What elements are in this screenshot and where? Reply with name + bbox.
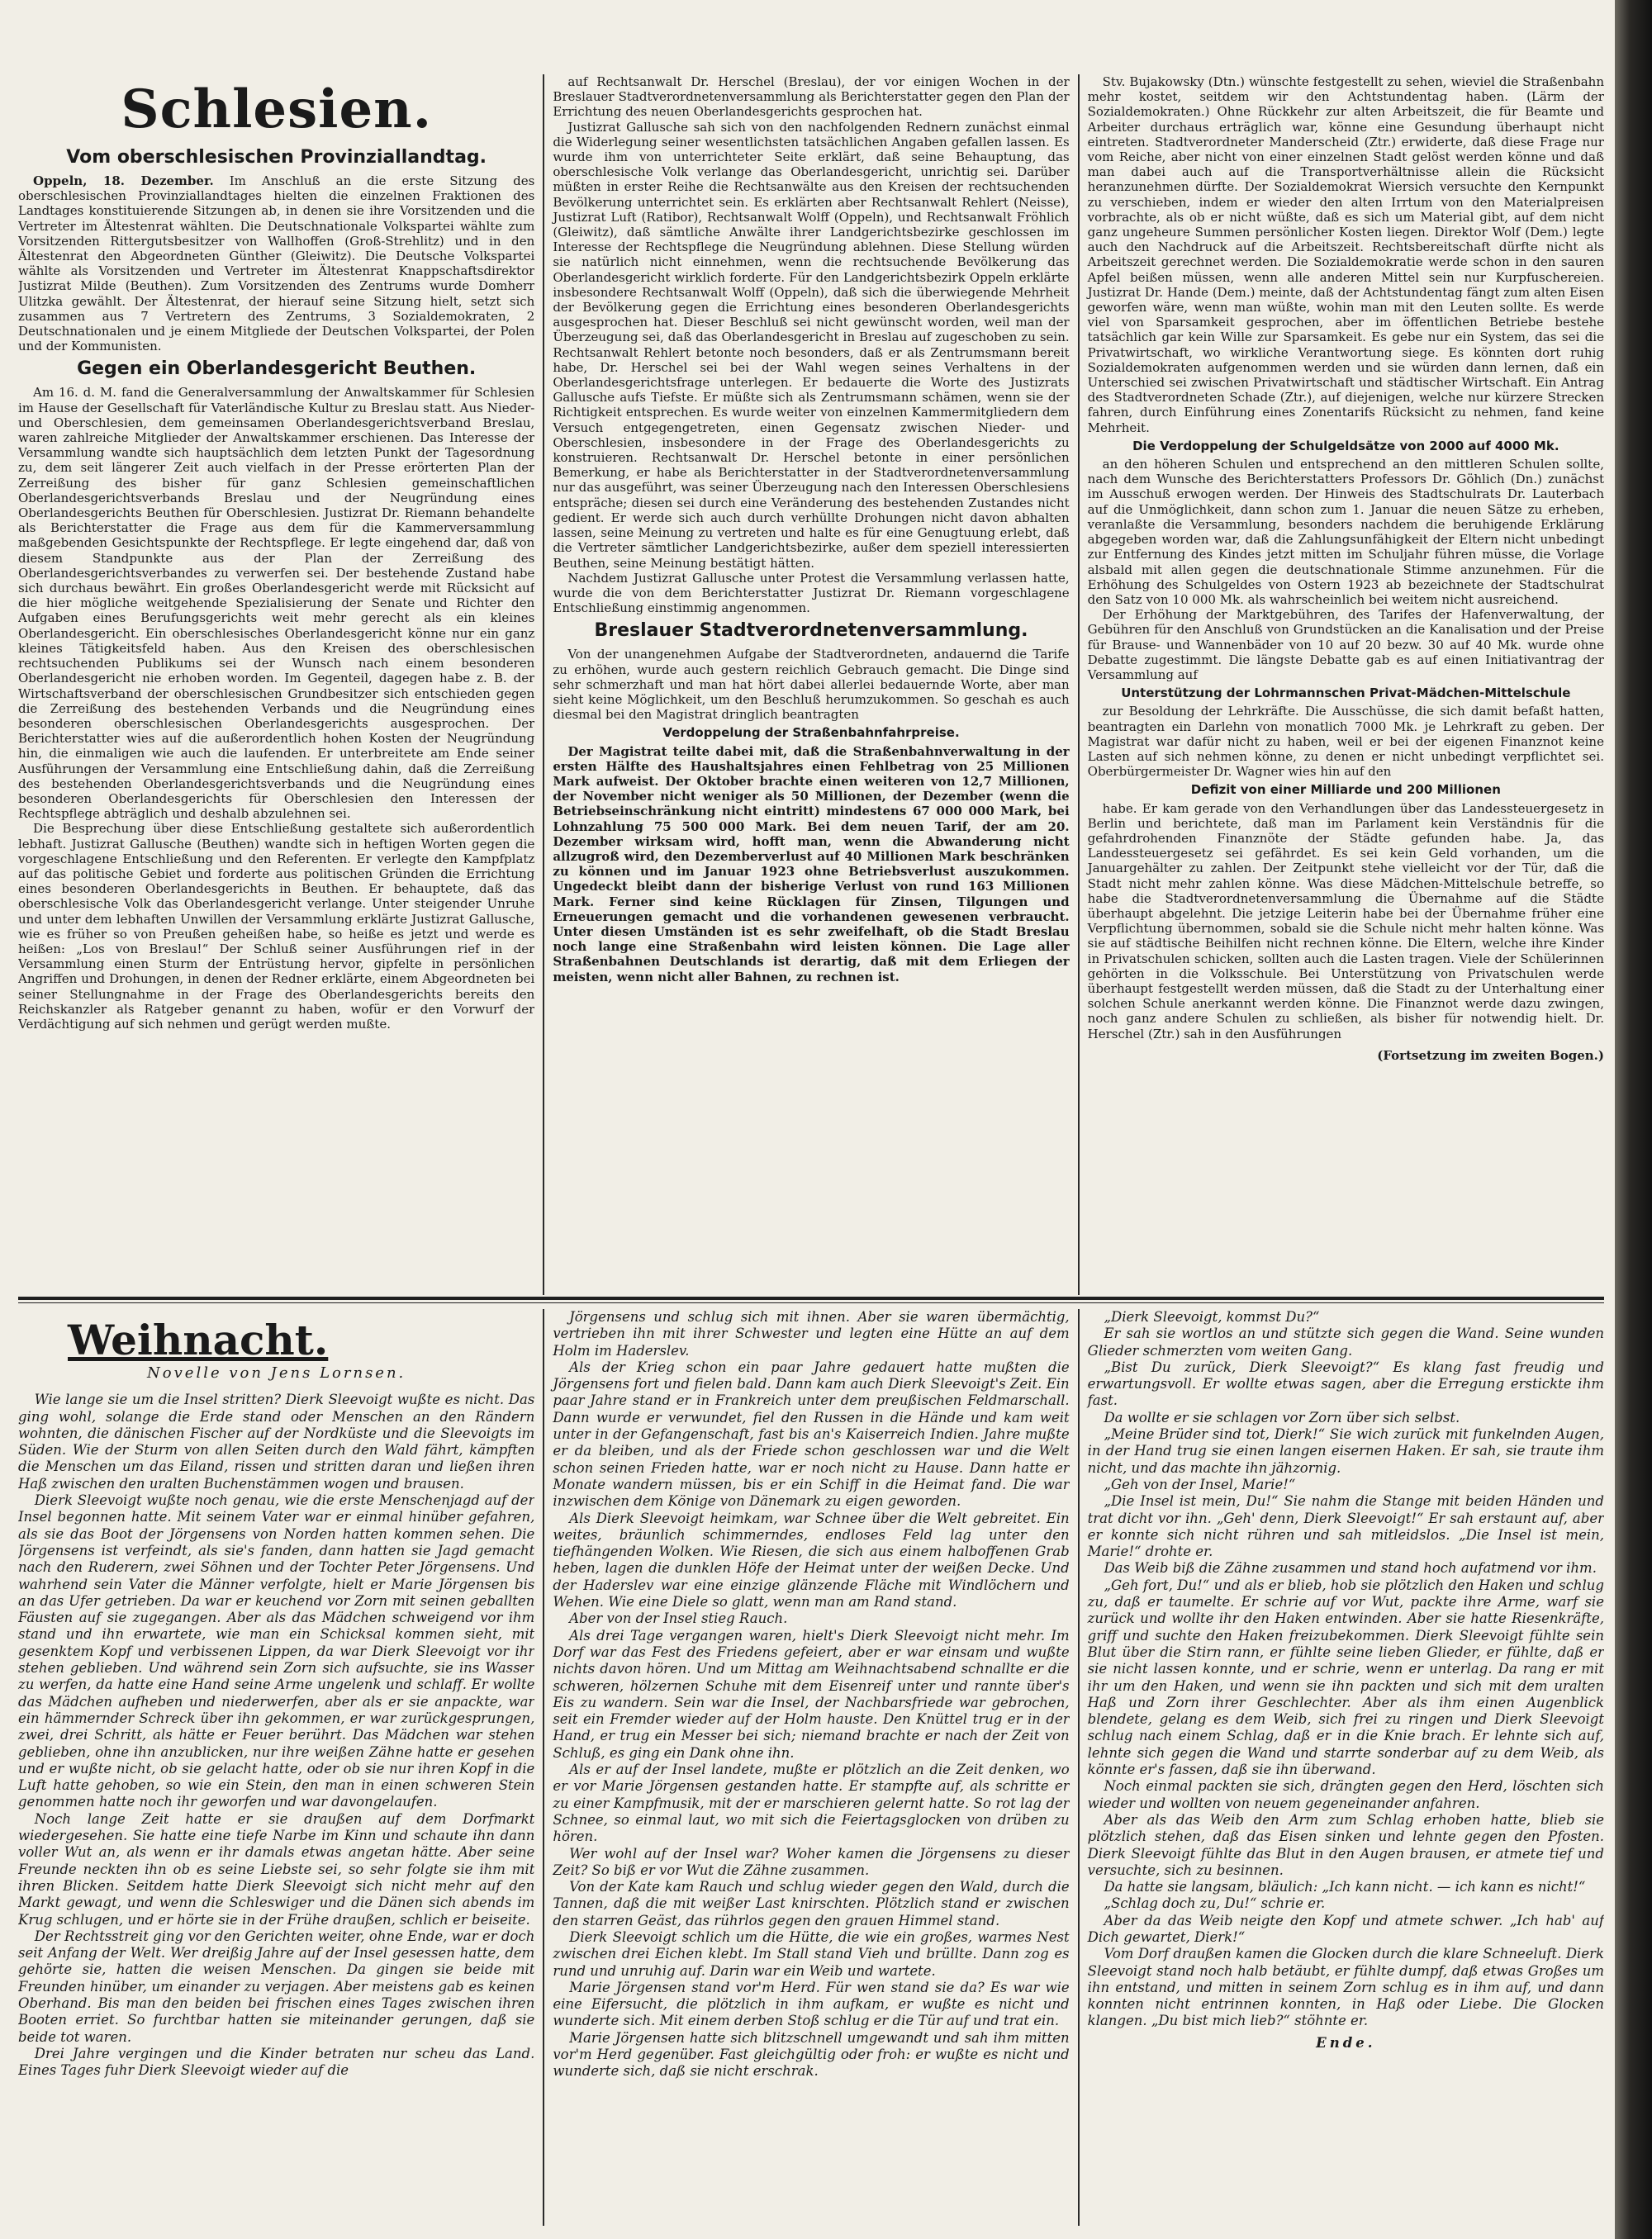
feuilleton-byline: Novelle von Jens Lornsen.: [147, 1364, 406, 1382]
story-paragraph: Jörgensens und schlug sich mit ihnen. Aber sie waren übermächtig, vertrieben ihn mit ihrer Schwester und legten eine Hütte an auf dem Holm im Haderslev.: [553, 1309, 1070, 1359]
story-paragraph: „Dierk Sleevoigt, kommst Du?“: [1104, 1309, 1320, 1325]
article-paragraph: Am 16. d. M. fand die Generalversammlung der Anwaltskammer für Schlesien im Hause der Gesellschaft für Vaterländische Kultur zu Breslau statt. Aus Nieder- und Oberschlesien, dem gemeinsamen Oberlandesgerichtsverband Breslau, waren zahlreiche Mitglieder der Anwaltskammer erschienen. Das Interesse der Versammlung wandte sich hauptsächlich dem letzten Punkt der Tagesordnung zu, dem seit längerer Zeit auch vielfach in der Presse erörterten Plan der Zerreißung des bisher für ganz Schlesien gemeinschaftlichen Oberlandesgerichtsverbands Breslau und der Neugründung eines Oberlandesgerichts Beuthen für Oberschlesien. Justizrat Dr. Riemann behandelte als Berichterstatter die Frage aus dem für die Kammerversammlung maßgebenden Gesichtspunkte der Rechtspflege. Er legte eingehend dar, daß von diesem Standpunkte aus der Plan der Zerreißung des Oberlandesgerichtsverbandes zu verwerfen sei. Der bestehende Zustand habe sich durchaus bewährt. Ein großes Oberlandesgericht werde mit Rücksicht auf die hier mögliche weitgehende Spezialisierung der Senate und Richter den Aufgaben eines Berufungsgerichts weit mehr gerecht als ein kleines Oberlandesgericht. Ein oberschlesisches Oberlandesgericht könne nur ein ganz kleines Tätigkeitsfeld haben. Aus den Kreisen des oberschlesischen rechtsuchenden Publikums sei der Wunsch nach einem besonderen Oberlandesgericht nie erhoben worden. Im Gegenteil, dagegen habe z. B. der Wirtschaftsverband der oberschlesischen Grundbesitzer sich entschieden gegen die Zerreißung des bestehenden Verbands und die Neugründung eines besonderen oberschlesischen Oberlandesgerichts ausgesprochen. Der Berichterstatter wies auf die außerordentlich hohen Kosten der Neugründung hin, die einmaligen wie auch die laufenden. Er unterbreitete am Ende seiner Ausführungen der Versammlung eine Entschließung dahin, daß die Zerreißung des bestehenden Oberlandesgerichtsverbands und die Neugründung eines besonderen Oberlandesgerichts für Oberschlesien den Interessen der Rechtspflege abträglich und deshalb abzulehnen sei.: [18, 385, 535, 822]
column-2: [543, 74, 1069, 1295]
feuilleton-divider-thin: [18, 1302, 1604, 1303]
article-paragraph: Stv. Bujakowsky (Dtn.) wünschte festgestellt zu sehen, wieviel die Straßenbahn mehr kostet, seitdem wir den Achtstundentag haben. (Lärm der Sozialdemokraten.) Ohne Rückkehr zur alten Arbeitszeit, die für Beamte und Arbeiter durchaus erträglich war, könne eine Gesundung überhaupt nicht eintreten. Stadtverordneter Manderscheid (Ztr.) erwiderte, daß diese Frage nur vom Reiche, aber nicht von einer einzelnen Stadt gelöst werden könne und daß man dabei auch auf die Transportverhältnisse allein die Rücksicht heranzunehmen dürfte. Der Sozialdemokrat Wiersich versuchte den Kernpunkt zu verschieben, indem er wieder den alten Irrtum von den Materialpreisen vorbrachte, als ob er nicht wüßte, daß es sich um Material gibt, auf dem nicht ganz ungeheure Summen persönlicher Kosten liegen. Direktor Wolf (Dem.) legte auch den Nachdruck auf die Arbeitszeit. Rechtsbereitschaft dürfte nicht als Arbeitszeit gerechnet werden. Die Sozialdemokratie werde schon in den sauren Apfel beißen müssen, wenn alle anderen Mittel sein nur Kurpfuschereien. Justizrat Dr. Hande (Dem.) meinte, daß der Achtstundentag fängt zum alten Eisen geworfen wäre, wenn man wüßte, wohin man mit den Leuten sollte. Es werde viel von Sparsamkeit gesprochen, aber im öffentlichen Betriebe bestehe tatsächlich gar kein Wille zur Sparsamkeit. Es gebe nur ein System, das sei die Privatwirtschaft, wo wirkliche Verantwortung siege. Es könnten dort ruhig Sozialdemokraten aufgenommen werden und sie würden dann lernen, daß ein Unterschied sei zwischen Privatwirtschaft und städtischer Wirtschaft. Ein Antrag des Stadtverordneten Schade (Ztr.), auf diejenigen, welche nur kürzere Strecken fahren, durch Einführung eines Zonentarifs Rücksicht zu nehmen, fand keine Mehrheit.: [1087, 74, 1604, 435]
story-paragraph: Dierk Sleevoigt wußte noch genau, wie die erste Menschenjagd auf der Insel begonnen hatte. Mit seinem Vater war er einmal hinüber gefahren, als sie das Boot der Jörgensens von Norden hatten kommen sehen. Die Jörgensens ist verfeindt, als sie's fanden, dann hatten sie Jagd gemacht nach den Ruderern, zwei Söhnen und der Tochter Peter Jörgensens. Und wahrhend sein Vater die Männer verfolgte, hielt er Marie Jörgensen bis an das Ufer getrieben. Da war er keuchend vor Zorn mit seinen geballten Fäusten auf sie zugegangen. Aber als das Mädchen schweigend vor ihm stand und ihn erwartete, wie man ein Schicksal kommen sieht, mit gesenktem Kopf und verbissenen Lippen, da war Dierk Sleevoigt vor ihr stehen geblieben. Und während sein Zorn sich aufsuchte, sie ins Wasser zu werfen, da hatte eine Hand seine Arme ungelenk und schlaff. Er wollte das Mädchen aufheben und niederwerfen, aber als er sie anpackte, war ein hämmernder Schreck über ihn gekommen, er war zurückgesprungen, zwei, drei Schritt, als hätte er Feuer berührt. Das Mädchen war stehen geblieben, ohne ihn anzublicken, nur ihre weißen Zähne hatte er gesehen und er wußte nicht, ob sie gelacht hatte, oder ob sie nur ihren Kopf in die Luft hatte gehoben, so wie ein Stein, den man in einen schweren Stein genommen hatte noch ihr geworfen und war davongelaufen.: [18, 1492, 535, 1810]
article-paragraph: Justizrat Gallusche sah sich von den nachfolgenden Rednern zunächst einmal die Widerlegung seiner wesentlichsten tatsächlichen Angaben gefallen lassen. Es wurde ihm von unterrichteter Seite erklärt, daß seine Behauptung, das oberschlesische Volk verlange das Oberlandesgericht, unrichtig sei. Darüber müßten in erster Reihe die Rechtsanwälte aus den Kreisen der rechtsuchenden Bevölkerung unterrichtet sein. Es erklärten aber Rechtsanwalt Rehlert (Neisse), Justizrat Luft (Ratibor), Rechtsanwalt Wolff (Oppeln), und Rechtsanwalt Fröhlich (Gleiwitz), daß sämtliche Anwälte ihrer Landgerichtsbezirke geschlossen im Interesse der Rechtspflege die Neugründung ablehnen. Diese Stellung würden sie natürlich nicht einnehmen, wenn die rechtsuchende Bevölkerung das Oberlandesgericht wirklich forderte. Für den Landgerichtsbezirk Oppeln erklärte insbesondere Rechtsanwalt Wolff (Oppeln), daß sich die überwiegende Mehrheit der Bevölkerung gegen die Errichtung eines besonderen Oberlandesgerichts ausgesprochen hat. Dieser Beschluß sei nicht gewünscht worden, weil man der Überzeugung sei, daß das Oberlandesgericht in Breslau auf zugeschoben zu sein. Rechtsanwalt Rehlert betonte noch besonders, daß er als Zentrumsmann bereit habe, Dr. Herschel sei bei der Wahl wegen seines Verhaltens in der Oberlandesgerichtsfrage unterlegen. Er bedauerte die Worte des Justizrats Gallusche aufs Tiefste. Er müßte sich als Zentrumsmann schämen, wenn sie der Richtigkeit entsprechen. Es wurde weiter von einzelnen Kammermitgliedern dem Versuch entgegengetreten, einen Gegensatz zwischen Nieder- und Oberschlesien, insbesondere in der Frage des Oberlandesgerichts zu konstruieren. Rechtsanwalt Dr. Herschel betonte in einer persönlichen Bemerkung, er habe als Berichterstatter in der Stadtverordnetenversammlung nur das ausgeführt, was seiner Überzeugung nach den Interessen Oberschlesiens entspräche; diesen sei durch eine Veränderung des bestehenden Zustandes nicht gedient. Er werde sich auch durch verhüllte Drohungen nicht davon abhalten lassen, seine Meinung zu vertreten und halte es für eine Genugtuung erlebt, daß die Vertreter sämtlicher Landgerichtsbezirke, außer dem speziell interessierten Beuthen, seine Meinung bestätigt hätten.: [553, 119, 1070, 571]
dateline: Oppeln, 18. Dezember.: [33, 173, 214, 188]
story-paragraph: Wer wohl auf der Insel war? Woher kamen die Jörgensens zu dieser Zeit? So biß er vor Wut die Zähne zusammen.: [553, 1845, 1070, 1878]
story-paragraph: Noch einmal packten sie sich, drängten gegen den Herd, löschten sich wieder und wollten von neuem gegeneinander anfahren.: [1087, 1778, 1604, 1811]
headline-provinziallandtag: Vom oberschlesischen Provinziallandtag.: [66, 147, 487, 168]
feuilleton-column-2: [543, 1309, 1069, 2226]
article-paragraph: Nachdem Justizrat Gallusche unter Protest die Versammlung verlassen hatte, wurde die von dem Berichterstatter Justizrat Dr. Riemann vorgeschlagene Entschließung einstimmig angenommen.: [553, 570, 1070, 616]
story-paragraph: Aber als das Weib den Arm zum Schlag erhoben hatte, blieb sie plötzlich stehen, daß das Eisen sinken und lehnte gegen den Pfosten. Dierk Sleevoigt fühlte das Blut in den Augen brausen, er atmete tief und versuchte, sich zu besinnen.: [1087, 1811, 1604, 1878]
feuilleton-divider: [18, 1297, 1604, 1300]
story-paragraph: „Geh von der Insel, Marie!“: [1104, 1476, 1296, 1492]
subhead-schulgeld: Die Verdoppelung der Schulgeldsätze von 2000 auf 4000 Mk.: [1132, 438, 1559, 453]
section-title: Schlesien.: [121, 78, 432, 140]
story-paragraph: Aber da das Weib neigte den Kopf und atmete schwer. „Ich hab' auf Dich gewartet, Dierk!“: [1087, 1912, 1604, 1945]
article-paragraph: zur Besoldung der Lehrkräfte. Die Ausschüsse, die sich damit befaßt hatten, beantragten ein Darlehn von monatlich 7000 Mk. je Lehrkraft zu geben. Der Magistrat war dafür nicht zu haben, weil er bei der eigenen Finanznot keine Lasten auf sich nehmen könne, zu denen er nicht unbedingt verpflichtet sei. Oberbürgermeister Dr. Wagner wies hin auf den: [1087, 704, 1604, 780]
feuilleton-column-1: [18, 1309, 534, 2226]
story-paragraph: Von der Kate kam Rauch und schlug wieder gegen den Wald, durch die Tannen, daß die mit weißer Last knirschten. Plötzlich stand er zwischen den starren Geäst, das rührlos gegen den grauen Himmel stand.: [553, 1879, 1070, 1928]
story-paragraph: Als drei Tage vergangen waren, hielt's Dierk Sleevoigt nicht mehr. Im Dorf war das Fest des Friedens gefeiert, aber er war einsam und wußte nichts davon hören. Und um Mittag am Weihnachtsabend schnallte er die schweren, hölzernen Schuhe mit dem Eisenreif unter und rannte über's Eis zu wandern. Sein war die Insel, der Nachbarsfriede war gebrochen, seit ein Fremder wieder auf der Holm hauste. Den Knüttel trug er in der Hand, er trug ein Messer bei sich; niemand brachte er nach der Zeit von Schluß, es ging ein Dank ohne ihn.: [553, 1627, 1070, 1761]
story-paragraph: Als der Krieg schon ein paar Jahre gedauert hatte mußten die Jörgensens fort und fielen bald. Dann kam auch Dierk Sleevoigt's Zeit. Ein paar Jahre stand er in Frankreich unter dem preußischen Feldmarschall. Dann wurde er verwundet, fiel den Russen in die Hände und kam weit unter in der Gefangenschaft, fast bis an's Kaiserreich Indien. Jahre mußte er da bleiben, und als der Friede schon geschlossen war und die Welt schon seinen Frieden hatte, war er noch nicht zu Hause. Dann hatte er Monate wandern müssen, bis er ein Schiff in die Heimat fand. Die war inzwischen dem Könige von Dänemark zu eigen geworden.: [553, 1359, 1070, 1510]
story-paragraph: „Die Insel ist mein, Du!“ Sie nahm die Stange mit beiden Händen und trat dicht vor ihn. „Geh' denn, Dierk Sleevoigt!“ Er sah erstaunt auf, aber er konnte sich nicht rühren und sah mitleidslos. „Die Insel ist mein, Marie!“ drohte er.: [1087, 1493, 1604, 1560]
continuation-note: (Fortsetzung im zweiten Bogen.): [1377, 1047, 1604, 1063]
story-paragraph: „Bist Du zurück, Dierk Sleevoigt?“ Es klang fast freudig und erwartungsvoll. Er wollte etwas sagen, aber die Erregung erstickte ihm fast.: [1087, 1359, 1604, 1409]
subhead-maedchenschule: Unterstützung der Lohrmannschen Privat-Mädchen-Mittelschule: [1121, 685, 1571, 701]
story-paragraph: Das Weib biß die Zähne zusammen und stand hoch aufatmend vor ihm.: [1104, 1560, 1597, 1577]
story-paragraph: Als er auf der Insel landete, mußte er plötzlich an die Zeit denken, wo er vor Marie Jörgensen gestanden hatte. Er stampfte auf, als schritte er zu einer Kampfmusik, mit der er marschieren gelernt hatte. So rot lag der Schnee, so einmal laut, wo mit sich die Feiertagsglocken von drüben zu hören.: [553, 1762, 1070, 1845]
feuilleton-title: Weihnacht.: [68, 1316, 329, 1364]
story-paragraph: „Schlag doch zu, Du!“ schrie er.: [1104, 1895, 1326, 1912]
article-provinziallandtag: Oppeln, 18. Dezember. Im Anschluß an die erste Sitzung des oberschlesischen Provinziallandtages hielten die einzelnen Fraktionen des Landtages konstituierende Sitzungen ab, in denen sie ihre Vorsitzenden und die Vertreter im Ältestenrat wählten. Die Deutschnationale Volkspartei wählte zum Vorsitzenden Rittergutsbesitzer von Wallhoffen (Groß-Strehlitz) und in den Ältestenrat den Abgeordneten Günther (Gleiwitz). Die Deutsche Volkspartei wählte als Vorsitzenden und Vertreter im Ältestenrat Knappschaftsdirektor Justizrat Milde (Beuthen). Zum Vorsitzenden des Zentrums wurde Domherr Ulitzka gewählt. Der Ältestenrat, der hierauf seine Sitzung hielt, setzt sich zusammen aus 7 Vertretern des Zentrums, 3 Sozialdemokraten, 2 Deutschnationalen und je einem Mitgliede der Deutschen Volkspartei, der Polen und der Kommunisten.: [18, 173, 535, 354]
book-binding-edge: [1615, 0, 1652, 2239]
feuilleton-column-3: [1078, 1309, 1604, 2226]
story-paragraph: Als Dierk Sleevoigt heimkam, war Schnee über die Welt gebreitet. Ein weites, bräunlich schimmerndes, endloses Feld lag unter den tiefhängenden Wolken. Wie Riesen, die sich aus einem halboffenen Grab heben, lagen die dunklen Höfe der Heimat unter der weißen Decke. Und der Haderslev war eine einzige glänzende Fläche mit Windlöchern und Wehen. Wie eine Diele so glatt, wenn man am Rand stand.: [553, 1510, 1070, 1610]
story-paragraph: Da wollte er sie schlagen vor Zorn über sich selbst.: [1104, 1409, 1460, 1425]
subhead-defizit: Defizit von einer Milliarde und 200 Millionen: [1190, 782, 1501, 798]
story-paragraph: Vom Dorf draußen kamen die Glocken durch die klare Schneeluft. Dierk Sleevoigt stand noch halb betäubt, er fühlte dumpf, daß etwas Großes um ihn entstand, und mitten in seinem Zorn schlug es in ihm auf, und dann konnten nicht entrinnen konnten, in Haß oder Liebe. Die Glocken klangen. „Du bist mich lieb?“ stöhnte er.: [1087, 1946, 1604, 2029]
article-paragraph: Der Magistrat teilte dabei mit, daß die Straßenbahnverwaltung in der ersten Hälfte des Haushaltsjahres einen Fehlbetrag von 25 Millionen Mark aufweist. Der Oktober brachte einen weiteren von 12,7 Millionen, der November nicht weniger als 50 Millionen, der Dezember (wenn die Betriebseinschränkung nicht eintritt) mindestens 67 000 000 Mark, bei Lohnzahlung 75 500 000 Mark. Bei dem neuen Tarif, der am 20. Dezember wirksam wird, hofft man, wenn die Abwanderung nicht allzugroß wird, den Dezemberverlust auf 40 Millionen Mark beschränken zu können und im Januar 1923 ohne Betriebsverlust auszukommen. Ungedeckt bleibt dann der bisherige Verlust von rund 163 Millionen Mark. Ferner sind keine Rücklagen für Zinsen, Tilgungen und Erneuerungen gemacht und die vorhandenen gewesenen verbraucht. Unter diesen Umständen ist es sehr zweifelhaft, ob die Stadt Breslau noch lange eine Straßenbahn wird leisten können. Die Lage aller Straßenbahnen Deutschlands ist derartig, daß mit dem Erliegen der meisten, wenn nicht aller Bahnen, zu rechnen ist.: [553, 743, 1070, 984]
story-paragraph: Aber von der Insel stieg Rauch.: [569, 1610, 788, 1627]
article-paragraph: Die Besprechung über diese Entschließung gestaltete sich außerordentlich lebhaft. Justizrat Gallusche (Beuthen) wandte sich in heftigen Worten gegen die vorgeschlagene Entschließung und den Referenten. Er verlegte den Kampfplatz auf das politische Gebiet und forderte aus politischen Gründen die Errichtung eines besonderen Oberlandesgerichts in Beuthen. Er behauptete, daß das oberschlesische Volk das Oberlandesgericht verlange. Unter steigender Unruhe und unter dem lebhaften Unwillen der Versammlung erklärte Justizrat Gallusche, wie es früher so von Preußen geheißen habe, so heiße es jetzt und werde es heißen: „Los von Breslau!“ Der Schluß seiner Ausführungen rief in der Versammlung einen Sturm der Entrüstung hervor, gipfelte in persönlichen Angriffen und Drohungen, in denen der Redner erklärte, einem Abgeordneten bei seiner Stellungnahme in der Frage des Oberlandesgerichts bereits den Reichskanzler als Ratgeber genannt zu haben, wofür er den Vorwurf der Verdächtigung auf sich nehmen und gerügt werden mußte.: [18, 821, 535, 1032]
subhead-strassenbahn: Verdoppelung der Straßenbahnfahrpreise.: [662, 725, 960, 741]
story-paragraph: Drei Jahre vergingen und die Kinder betraten nur scheu das Land. Eines Tages fuhr Dierk Sleevoigt wieder auf die: [18, 2045, 535, 2079]
article-paragraph: habe. Er kam gerade von den Verhandlungen über das Landessteuergesetz in Berlin und berichtete, daß man im Parlament kein Verständnis für die gefahrdrohenden Finanznöte der Städte gefunden habe. Ja, das Landessteuergesetz sei gefährdet. Es sei kein Geld vorhanden, um die Januargehälter zu zahlen. Der Zeitpunkt stehe vielleicht vor der Tür, daß die Stadt nicht mehr zahlen könne. Was diese Mädchen-Mittelschule betreffe, so habe die Stadtverordnetenversammlung die Übernahme auf die Städte überhaupt abgelehnt. Die jetzige Leiterin habe bei der Übernahme früher eine Verpflichtung übernommen, sobald sie die Schule nicht mehr halten könne. Was sie auf städtische Beihilfen nicht rechnen könne. Die Eltern, welche ihre Kinder in Privatschulen schicken, sollten auch die Lasten tragen. Viele der Schülerinnen gehörten in die Volksschule. Bei Unterstützung von Privatschulen werde überhaupt festgestellt werden müssen, daß die Stadt zu der Unterhaltung einer solchen Schule anerkannt werden könne. Die Finanznot werde dazu zwingen, noch ganz andere Schulen zu schließen, als bisher für notwendig hielt. Dr. Herschel (Ztr.) sah in den Ausführungen: [1087, 800, 1604, 1041]
story-paragraph: Marie Jörgensen stand vor'm Herd. Für wen stand sie da? Es war wie eine Eifersucht, die plötzlich in ihm aufkam, er wußte es nicht und wunderte sich. Mit einem derben Stoß schlug er die Tür auf und trat ein.: [553, 1979, 1070, 2029]
story-paragraph: „Geh fort, Du!“ und als er blieb, hob sie plötzlich den Haken und schlug zu, daß er taumelte. Er schrie auf vor Wut, packte ihre Arme, warf sie zurück und wollte ihr den Haken entwinden. Aber sie hatte Riesenkräfte, griff und suchte den Haken freizubekommen. Dierk Sleevoigt fühlte sein Blut über die Stirn rann, er fühlte seine lieben Glieder, er fühlte, daß er sie nicht lassen konnte, und er schrie, wenn er unterlag. Da rang er mit ihr um den Haken, und wenn sie ihn packten und sich mit dem uralten Haß und Zorn ihrer Geschlechter. Aber als ihm einen Augenblick blendete, gelang es dem Weib, sich frei zu ringen und Dierk Sleevoigt schlug nach einem Schlag, daß er in die Knie brach. Er lehnte sich auf, lehnte sich gegen die Wand und starrte sonderbar auf zu dem Weib, als könnte er's fassen, daß sie ihn überwand.: [1087, 1577, 1604, 1778]
story-end-mark: Ende.: [1316, 2034, 1376, 2051]
headline-oberlandesgericht: Gegen ein Oberlandesgericht Beuthen.: [77, 358, 477, 380]
story-paragraph: Wie lange sie um die Insel stritten? Dierk Sleevoigt wußte es nicht. Das ging wohl, solange die Erde stand oder Menschen an den Rändern wohnten, die dänischen Fischer auf der Nordküste und die Sleevoigts im Süden. Wie der Sturm von allen Seiten durch den Wald fährt, kämpften die Menschen um das Eiland, rissen und stritten daran und ließen ihren Haß zwischen den uralten Buchenstämmen wogen und brausen.: [18, 1392, 535, 1492]
story-paragraph: Marie Jörgensen hatte sich blitzschnell umgewandt und sah ihm mitten vor'm Herd gegenüber. Fast gleichgültig oder froh: er wußte es nicht und wunderte sich, daß sie nicht erschrak.: [553, 2029, 1070, 2080]
article-paragraph: auf Rechtsanwalt Dr. Herschel (Breslau), der vor einigen Wochen in der Breslauer Stadtverordnetenversammlung als Berichterstatter gegen den Plan der Errichtung des neuen Oberlandesgerichts gesprochen hat.: [553, 74, 1070, 120]
article-paragraph: Von der unangenehmen Aufgabe der Stadtverordneten, andauernd die Tarife zu erhöhen, wurde auch gestern reichlich Gebrauch gemacht. Die Dinge sind sehr schmerzhaft und man hat hört dabei allerlei bedauernde Worte, aber man sieht keine Möglichkeit, um den Beschluß herumzukommen. So geschah es auch diesmal bei den Magistrat dringlich beantragten: [553, 647, 1070, 723]
story-paragraph: „Meine Brüder sind tot, Dierk!“ Sie wich zurück mit funkelnden Augen, in der Hand trug sie einen langen eisernen Haken. Er sah, sie traute ihm nicht, und das machte ihn jähzornig.: [1087, 1426, 1604, 1476]
story-paragraph: Da hatte sie langsam, bläulich: „Ich kann nicht. — ich kann es nicht!“: [1104, 1879, 1586, 1895]
article-paragraph: Der Erhöhung der Marktgebühren, des Tarifes der Hafenverwaltung, der Gebühren für den Anschluß von Grundstücken an die Kanalisation und der Preise für Brause- und Wannenbäder von 10 auf 20 bezw. 30 auf 40 Mk. wurde ohne Debatte zugestimmt. Die längste Debatte gab es auf einen Initiativantrag der Versammlung auf: [1087, 607, 1604, 682]
article-paragraph: an den höheren Schulen und entsprechend an den mittleren Schulen sollte, nach dem Wunsche des Berichterstatters Professors Dr. Göhlich (Dn.) zunächst im Ausschuß erwogen werden. Der Hinweis des Stadtschulrats Dr. Lauterbach auf die Unmöglichkeit, dann schon zum 1. Januar die neuen Sätze zu erheben, veranlaßte die Versammlung, besonders nachdem die beruhigende Erklärung abgegeben worden war, daß die Zahlungsunfähigkeit der Eltern nicht unbedingt zur Entfernung des Kindes jetzt mitten im Schuljahr führen müsse, die Vorlage alsbald mit allen gegen die deutschnationale Stimme anzunehmen. Für die Erhöhung des Schulgeldes von Ostern 1923 ab bezeichnete der Stadtschulrat den Satz von 10 000 Mk. als wahrscheinlich bei weitem nicht ausreichend.: [1087, 457, 1604, 607]
headline-stadtverordneten: Breslauer Stadtverordnetenversammlung.: [594, 620, 1028, 642]
column-1: [18, 74, 534, 1295]
story-paragraph: Dierk Sleevoigt schlich um die Hütte, die wie ein großes, warmes Nest zwischen drei Eichen klebt. Im Stall stand Vieh und brüllte. Dann zog es rund und unruhig auf. Darin war ein Weib und wartete.: [553, 1928, 1070, 1979]
story-paragraph: Er sah sie wortlos an und stützte sich gegen die Wand. Seine wunden Glieder schmerzten vom weiten Gang.: [1087, 1326, 1604, 1359]
feuilleton-section: [18, 1309, 1604, 2226]
news-section: [18, 74, 1604, 1295]
story-paragraph: Der Rechtsstreit ging vor den Gerichten weiter, ohne Ende, war er doch seit Anfang der Welt. Wer dreißig Jahre auf der Insel gesessen hatte, dem gehörte sie, hatten die weisen Menschen. Da gingen sie beide mit Freunden hinüber, um einander zu verjagen. Aber meistens gab es keinen Oberhand. Bis man den beiden bei frischen eines Tages zwischen ihren Booten erriet. So furchtbar hatten sie miteinander gerungen, daß sie beide tot waren.: [18, 1928, 535, 2045]
story-paragraph: Noch lange Zeit hatte er sie draußen auf dem Dorfmarkt wiedergesehen. Sie hatte eine tiefe Narbe im Kinn und schaute ihn dann voller Wut an, als wenn er ihr damals etwas angetan hätte. Aber seine Freunde neckten ihn ob es seine Liebste sei, so sehr folgte sie ihm mit ihren Blicken. Seitdem hatte Dierk Sleevoigt sich nicht mehr auf den Markt gewagt, und wenn die Schleswiger und die Dänen sich abends im Krug schlugen, und er hörte sie in der Frühe draußen, schlich er beiseite.: [18, 1810, 535, 1928]
column-3: [1078, 74, 1604, 1295]
